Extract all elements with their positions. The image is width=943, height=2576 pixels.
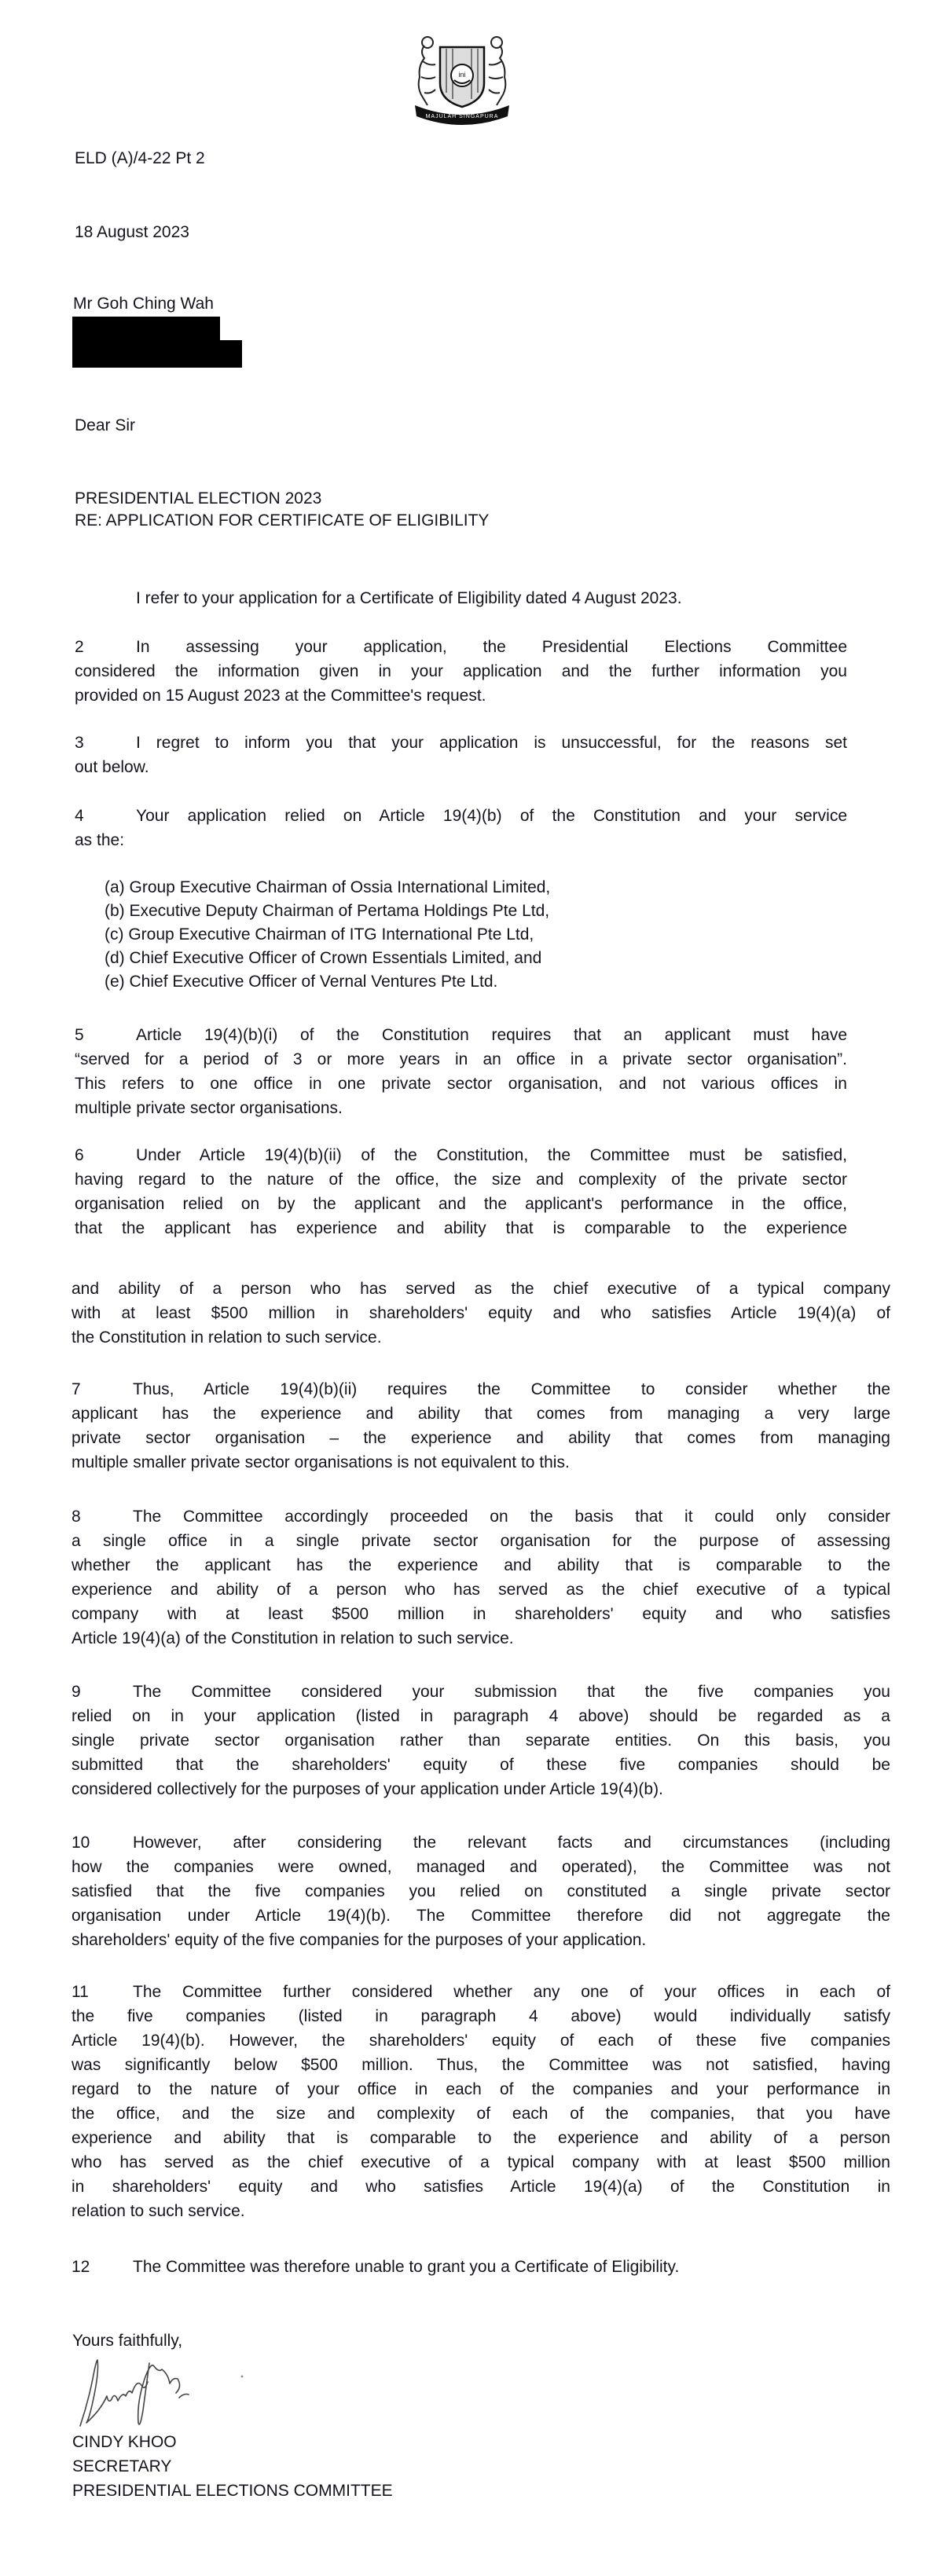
subject-line-1: PRESIDENTIAL ELECTION 2023 — [75, 489, 322, 508]
signatory-block — [72, 2430, 393, 2503]
subject-line-2: RE: APPLICATION FOR CERTIFICATE OF ELIGIBILITY — [75, 511, 490, 529]
reference-number: ELD (A)/4-22 Pt 2 — [75, 149, 205, 167]
subject-heading — [75, 488, 489, 532]
paragraph-number: 2 — [75, 638, 84, 656]
office-list-item: (e) Chief Executive Officer of Vernal Ventures Pte Ltd. — [105, 973, 498, 991]
salutation: Dear Sir — [75, 416, 136, 434]
paragraph-number: 10 — [72, 1834, 90, 1852]
office-list-item: (a) Group Executive Chairman of Ossia International Limited, — [105, 878, 551, 896]
paragraph-number: 12 — [72, 2258, 90, 2276]
paragraph-number: 9 — [72, 1683, 81, 1701]
paragraph-1-text: I refer to your application for a Certificate of Eligibility dated 4 August 2023. — [136, 589, 682, 607]
paragraph-12: 12 The Committee was therefore unable to grant you a Certificate of Eligibility. — [72, 2255, 890, 2279]
paragraph-number: 6 — [75, 1146, 84, 1164]
office-list-item: (b) Executive Deputy Chairman of Pertama Holdings Pte Ltd, — [105, 902, 550, 920]
paragraph-10: 10 However, after considering the relevant facts and circumstances (including how the companies were owned, managed and operated), the Committee was not satisfied that the five companies you relied on constituted a single private sector organisation under Article 19(4)(b). The Committee therefore did not aggregate the shareholders' equity of the five companies for the purposes of your application. — [72, 1830, 890, 1952]
paragraph-8: 8 The Committee accordingly proceeded on the basis that it could only consider a single office in a single private sector organisation for the purpose of assessing whether the applicant has the experience and ability that is comparable to the experience and ability of a person who has served as the chief executive of a typical company with at least $500 million in shareholders' equity and who satisfies Article 19(4)(a) of the Constitution in relation to such service. — [72, 1504, 890, 1651]
office-list-item: (c) Group Executive Chairman of ITG International Pte Ltd, — [105, 925, 534, 944]
recipient-name: Mr Goh Ching Wah — [73, 295, 214, 313]
office-list — [105, 876, 550, 994]
coat-of-arms-icon — [409, 30, 516, 130]
paragraph-number: 11 — [72, 1983, 89, 2001]
paragraph-7: 7 Thus, Article 19(4)(b)(ii) requires the Committee to consider whether the applicant has the experience and ability that comes from managing a very large private sector organisation – the experience and ability that comes from managing multiple smaller private sector organisations is not equivalent to this. — [72, 1377, 890, 1475]
paragraph-6: 6 Under Article 19(4)(b)(ii) of the Constitution, the Committee must be satisfied, having regard to the nature of the office, the size and complexity of the private sector organisation relied on by the applicant and the applicant's performance in the office, that the applicant has experience and ability that is comparable to the experience — [75, 1143, 847, 1240]
paragraph-1 — [75, 586, 847, 610]
paragraph-number: 4 — [75, 807, 84, 825]
paragraph-5: 5 Article 19(4)(b)(i) of the Constitution requires that an applicant must have “served for a period of 3 or more years in an office in a private sector organisation”. This refers to one office in one private sector organisation, and not various offices in multiple private sector organisations. — [75, 1023, 847, 1120]
paragraph-6-continued: and ability of a person who has served as the chief executive of a typical company with at least $500 million in shareholders' equity and who satisfies Article 19(4)(a) of the Constitution in relation to such service. — [72, 1280, 890, 1347]
signatory-organisation: PRESIDENTIAL ELECTIONS COMMITTEE — [72, 2482, 393, 2500]
signatory-title: SECRETARY — [72, 2457, 172, 2475]
paragraph-9: 9 The Committee considered your submission that the five companies you relied on in your application (listed in paragraph 4 above) should be regarded as a single private sector organisation rather than separate entities. On this basis, you submitted that the shareholders' equity of these five companies should be considered collectively for the purposes of your application under Article 19(4)(b). — [72, 1680, 890, 1801]
svg-text:ini: ini — [458, 71, 466, 79]
paragraph-3: 3 I regret to inform you that your application is unsuccessful, for the reasons set out below. — [75, 731, 847, 779]
office-list-item: (d) Chief Executive Officer of Crown Essentials Limited, and — [105, 949, 542, 967]
signatory-name: CINDY KHOO — [72, 2433, 177, 2451]
paragraph-11: 11 The Committee further considered whether any one of your offices in each of the five companies (listed in paragraph 4 above) would individually satisfy Article 19(4)(b). However, the shareholders' equity of each of these five companies was significantly below $500 million. Thus, the Committee was not satisfied, having regard to the nature of your office in each of the companies and your performance in the office, and the size and complexity of each of the companies, that you have experience and ability that is comparable to the experience and ability of a person who has served as the chief executive of a typical company with at least $500 million in shareholders' equity and who satisfies Article 19(4)(a) of the Constitution in relation to such service. — [72, 1980, 890, 2223]
paragraph-2: 2 In assessing your application, the Presidential Elections Committee considered the information given in your application and the further information you provided on 15 August 2023 at the Committee's request. — [75, 635, 847, 708]
handwritten-signature-icon — [77, 2355, 250, 2431]
paragraph-number: 7 — [72, 1380, 81, 1398]
crest-motto: MAJULAH SINGAPURA — [425, 114, 499, 119]
paragraph-number: 5 — [75, 1026, 84, 1044]
paragraph-number: 8 — [72, 1508, 81, 1526]
letter-date: 18 August 2023 — [75, 223, 189, 241]
valediction: Yours faithfully, — [72, 2332, 183, 2350]
paragraph-number: 3 — [75, 734, 84, 752]
paragraph-4: 4 Your application relied on Article 19(4)(b) of the Constitution and your service as the: — [75, 804, 847, 852]
